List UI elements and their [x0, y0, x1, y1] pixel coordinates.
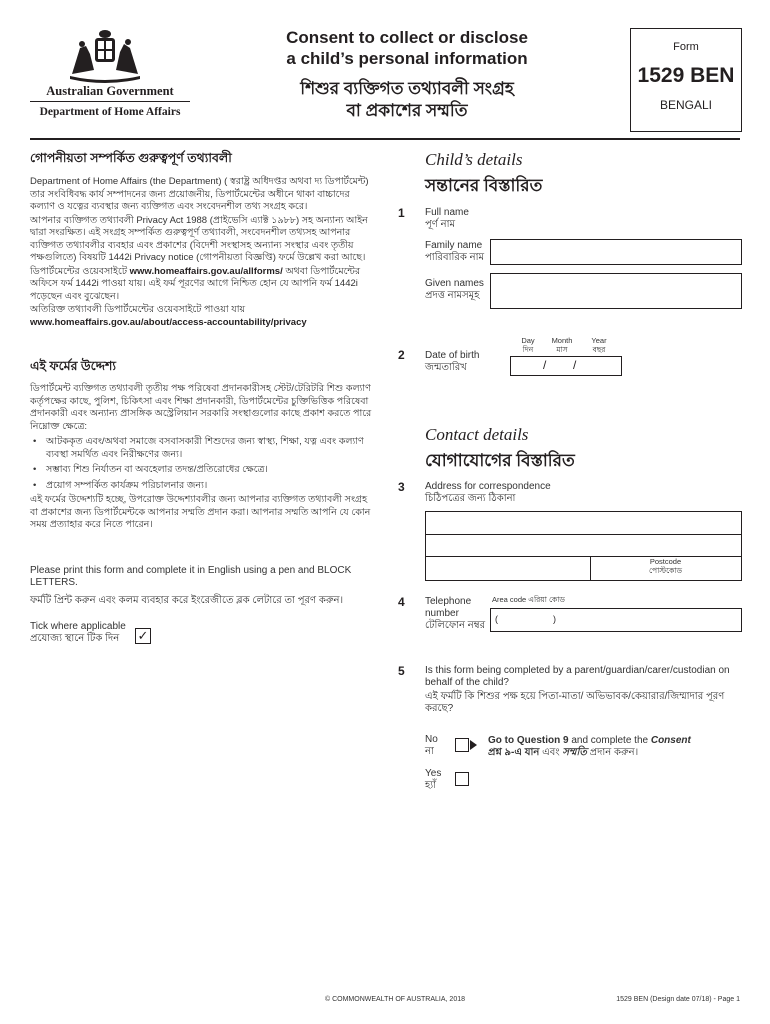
- given-names-label: Given names প্রদত্ত নামসমূহ: [425, 278, 484, 301]
- question-number: 3: [398, 480, 405, 494]
- tick-example-checkbox: ✓: [135, 628, 151, 644]
- privacy-section: [30, 150, 375, 329]
- full-name-label: Full name পূর্ণ নাম: [425, 207, 469, 230]
- privacy-paragraph-3: ডিপার্টমেন্টের ওয়েবসাইটে www.homeaffairs.gov.au/allforms/ অথবা ডিপার্টমেন্টের অফিসে ফর্ম 1442i পাওয়া যায়। এই ফর্ম পূরণের আগে নিশ্চিত হোন যে আপনি ফর্ম 1442i পড়েছেন এবং বুঝেছেন।: [30, 265, 361, 302]
- instructions-en: Please print this form and complete it in English using a pen and BLOCK LETTERS.: [30, 565, 352, 588]
- postcode-label: Postcode পোস্টকোড: [648, 557, 683, 575]
- privacy-paragraph-4: অতিরিক্ত তথ্যাবলী ডিপার্টমেন্টের ওয়েবসাইটে পাওয়া যায়: [30, 304, 246, 315]
- government-name: Australian Government: [46, 84, 174, 98]
- question-number: 5: [398, 664, 405, 678]
- purpose-bullet: • আটককৃত এবং/অথবা সমাজে বসবাসকারী শিশুদের জন্য স্বাস্থ্য, শিক্ষা, যত্ন এবং কল্যাণ ব্যবস্থা সমর্থিত এবং নিরীক্ষণের জন্য।: [30, 436, 375, 461]
- date-of-birth-field[interactable]: / /: [510, 356, 622, 376]
- form-label: Form: [673, 41, 699, 53]
- yes-checkbox[interactable]: [455, 772, 469, 786]
- header-rule: [30, 138, 740, 140]
- instructions: [30, 565, 375, 607]
- forms-link[interactable]: www.homeaffairs.gov.au/allforms/: [129, 265, 283, 277]
- privacy-paragraph-2: আপনার ব্যক্তিগত তথ্যাবলী Privacy Act 1988 (প্রাইভেসি এ্যাক্ট ১৯৮৮) সহ অন্যান্য আইন দ্বারা সংরক্ষিত। এই সংগ্রহ সম্পর্কিত গুরুত্বপূর্ণ তথ্যাবলী, সংবেদনশীল তথ্যসহ আপনার ব্যক্তিগত তথ্যাবলীর ব্যবহার এবং প্রকাশের (বিদেশী সংস্থাসহ অন্যান্য সংস্থার এবং তৃতীয় পক্ষগুলিতে) বিষয়টি 1442i Privacy notice (গোপনীয়তা বিজ্ঞপ্তি) ফর্মে উল্লেখ করা আছে।: [30, 214, 368, 263]
- date-of-birth-label: Date of birth জন্মতারিখ: [425, 350, 480, 373]
- purpose-paragraph-2: এই ফর্মের উদ্দেশ্যটি হচ্ছে, উপরোক্ত উদ্দেশ্যাবলীর জন্য আপনার ব্যক্তিগত তথ্যাবলী সংগ্রহ বা প্রকাশের জন্য ডিপার্টমেন্টকে আপনার সম্মতি প্রদান করা। আপনার সম্মতি আপনি যে কোন সময় প্রত্যাহার করে নিতে পারেন।: [30, 494, 371, 530]
- family-name-field[interactable]: [490, 239, 742, 265]
- no-option-label: No না: [425, 734, 438, 757]
- year-label: Year বছর: [591, 336, 607, 354]
- form-title-bn: শিশুর ব্যক্তিগত তথ্যাবলী সংগ্রহ বা প্রকাশের সম্মতি: [300, 79, 514, 120]
- form-language: BENGALI: [659, 98, 713, 112]
- day-label: Day দিন: [521, 336, 535, 354]
- address-field[interactable]: [425, 511, 742, 581]
- question-number: 2: [398, 348, 405, 362]
- purpose-bullet: • প্রয়োগ সম্পর্কিত কার্যক্রম পরিচালনার জন্য।: [30, 480, 375, 493]
- yes-option-label: Yes হ্যাঁ: [425, 768, 442, 791]
- guardian-question: Is this form being completed by a parent/guardian/carer/custodian on behalf of the child? এই ফর্মটি কি শিশুর পক্ষ হয়ে পিতা-মাতা/ অভিভাবক/কেয়ারার/জিম্মাদার পূরণ করছে?: [425, 665, 730, 714]
- instructions-bn: ফর্মটি প্রিন্ট করুন এবং কলম ব্যবহার করে ইংরেজীতে ব্লক লেটারে তা পূরণ করুন।: [30, 595, 344, 606]
- privacy-heading: গোপনীয়তা সম্পর্কিত গুরুত্বপূর্ণ তথ্যাবলী: [30, 151, 232, 165]
- divider: [30, 101, 190, 102]
- page-info: 1529 BEN (Design date 07/18) - Page 1: [616, 996, 740, 1003]
- privacy-paragraph-1: Department of Home Affairs (the Department) ( স্বরাষ্ট্র অধিদপ্তর অথবা দ্য ডিপার্টমেন্ট) তার সংবিধিবদ্ধ কার্য সম্পাদনের জন্য প্রয়োজনীয়, ডিপার্টমেন্টের অধীনে থাকা বাচ্চাদের কল্যাণ ও যত্নের ব্যবস্থার জন্য ব্যক্তিগত এবং সংবেদনশীল তথ্য সংগ্রহ করে।: [30, 176, 369, 212]
- telephone-label: Telephone number টেলিফোন নম্বর: [425, 596, 486, 631]
- contact-details-heading-en: Contact details: [425, 425, 529, 444]
- given-names-field[interactable]: [490, 273, 742, 309]
- form-number: 1529 BEN: [637, 64, 735, 87]
- copyright: © COMMONWEALTH OF AUSTRALIA, 2018: [325, 996, 465, 1003]
- arrow-right-icon: [470, 740, 477, 750]
- contact-details-heading-bn: যোগাযোগের বিস্তারিত: [425, 451, 575, 470]
- area-code-label: Area code এরিয়া কোড: [492, 595, 565, 604]
- purpose-section: [30, 358, 375, 532]
- go-to-instruction: Go to Question 9 and complete the Consent প্রশ্ন ৯-এ যান এবং সম্মতি প্রদান করুন।: [488, 735, 691, 758]
- department-name: Department of Home Affairs: [39, 106, 181, 118]
- privacy-link[interactable]: www.homeaffairs.gov.au/about/access-accountability/privacy: [30, 316, 307, 328]
- form-title-en: Consent to collect or disclose a child’s personal information: [286, 28, 528, 68]
- no-checkbox[interactable]: [455, 738, 469, 752]
- address-label: Address for correspondence চিঠিপত্রের জন্য ঠিকানা: [425, 481, 551, 504]
- purpose-paragraph-1: ডিপার্টমেন্ট ব্যক্তিগত তথ্যাবলী তৃতীয় পক্ষ পরিষেবা প্রদানকারীসহ স্টেট/টেরিটরি শিশু কল্যাণ কর্তৃপক্ষের কাছে, পুলিশ, চিকিৎসা এবং শিক্ষা প্রদানকারী, ডিপার্টমেন্টের চুক্তিভিত্তিক পরিষেবা প্রদানকারী এবং অন্যান্য প্রাসঙ্গিক অস্ট্রেলিয়ান সরকারি সংস্থাগুলোর কাছে প্রকাশ করতে পারে নিম্নোক্ত ক্ষেত্রে:: [30, 383, 372, 432]
- month-label: Month মাস: [551, 336, 573, 354]
- purpose-heading: এই ফর্মের উদ্দেশ্য: [30, 359, 116, 373]
- tick-instruction: Tick where applicable প্রযোজ্য স্থানে টিক দিন: [30, 621, 126, 644]
- coat-of-arms-icon: [62, 26, 148, 84]
- child-details-heading-en: Child’s details: [425, 150, 523, 169]
- question-number: 1: [398, 206, 405, 220]
- child-details-heading-bn: সন্তানের বিস্তারিত: [425, 176, 543, 195]
- telephone-field[interactable]: ( ): [490, 608, 742, 632]
- purpose-bullet: • সম্ভাব্য শিশু নির্যাতন বা অবহেলার তদন্ত/প্রতিরোধের ক্ষেত্রে।: [30, 464, 375, 477]
- question-number: 4: [398, 595, 405, 609]
- family-name-label: Family name পারিবারিক নাম: [425, 240, 485, 263]
- form-number-box: [630, 28, 742, 132]
